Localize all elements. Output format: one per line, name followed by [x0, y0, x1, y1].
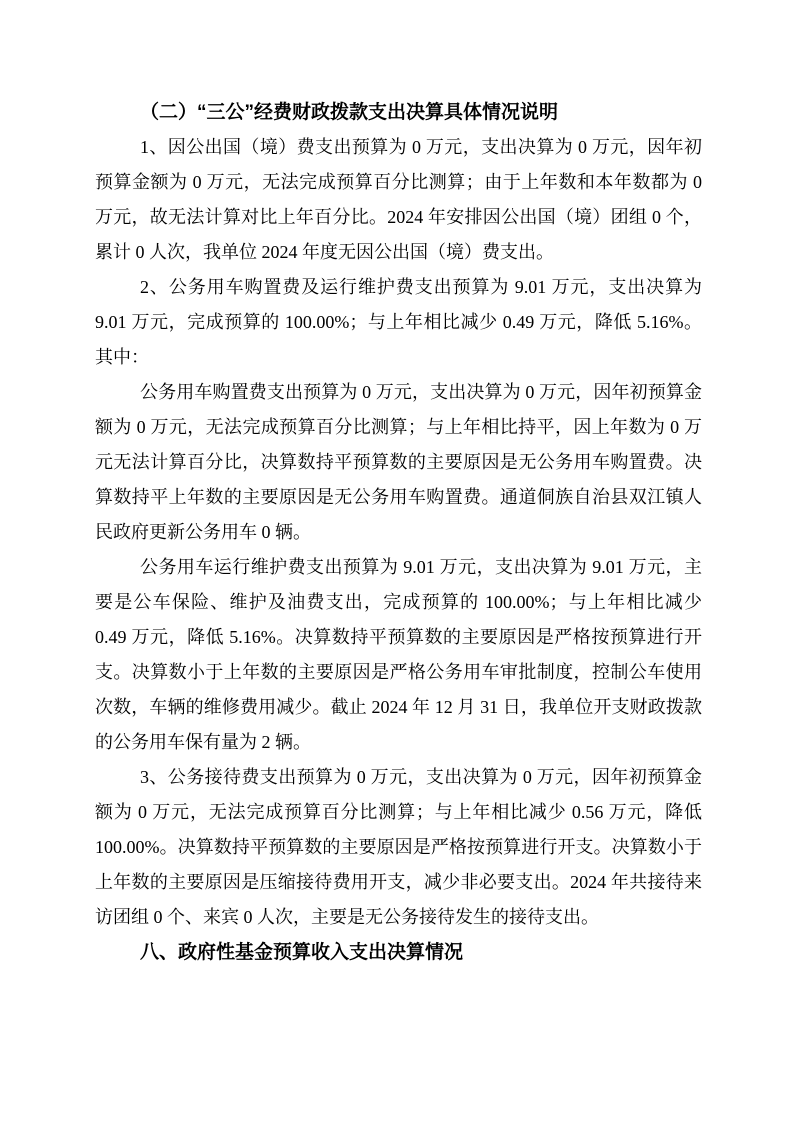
paragraph-official-reception-expense: 3、公务接待费支出预算为 0 万元，支出决算为 0 万元，因年初预算金额为 0 万元，无法完成预算百分比测算；与上年相比减少 0.56 万元，降低 100.00%。决算数持平预算数的主要原因是严格按预算进行开支。决算数小于上年数的主要原因是压缩接待费用开支，减少非必要支出。2024 年共接待来访团组 0 个、来宾 0 人次，主要是无公务接待发生的接待支出。 — [95, 767, 702, 927]
section-heading-three-public-expenses: （二）“三公”经费财政拨款支出决算具体情况说明 — [140, 102, 559, 123]
paragraph-vehicle-purchase-and-maintenance-total: 2、公务用车购置费及运行维护费支出预算为 9.01 万元，支出决算为 9.01 万元，完成预算的 100.00%；与上年相比减少 0.49 万元，降低 5.16%。其中： — [95, 277, 702, 367]
section-heading-government-fund-budget: 八、政府性基金预算收入支出决算情况 — [140, 942, 464, 963]
paragraph-vehicle-maintenance-expense: 公务用车运行维护费支出预算为 9.01 万元，支出决算为 9.01 万元，主要是公车保险、维护及油费支出，完成预算的 100.00%；与上年相比减少 0.49 万元，降低 5.16%。决算数持平预算数的主要原因是严格按预算进行开支。决算数小于上年数的主要原因是严格公务用车审批制度，控制公车使用次数，车辆的维修费用减少。截止 2024 年 12 月 31 日，我单位开支财政拨款的公务用车保有量为 2 辆。 — [95, 557, 702, 752]
paragraph-vehicle-purchase-expense: 公务用车购置费支出预算为 0 万元，支出决算为 0 万元，因年初预算金额为 0 万元，无法完成预算百分比测算；与上年相比持平，因上年数为 0 万元无法计算百分比，决算数持平预算数的主要原因是无公务用车购置费。决算数持平上年数的主要原因是无公务用车购置费。通道侗族自治县双江镇人民政府更新公务用车 0 辆。 — [95, 382, 702, 542]
paragraph-overseas-travel-expense: 1、因公出国（境）费支出预算为 0 万元，支出决算为 0 万元，因年初预算金额为 0 万元，无法完成预算百分比测算；由于上年数和本年数都为 0 万元，故无法计算对比上年百分比。2024 年安排因公出国（境）团组 0 个，累计 0 人次，我单位 2024 年度无因公出国（境）费支出。 — [95, 137, 702, 262]
